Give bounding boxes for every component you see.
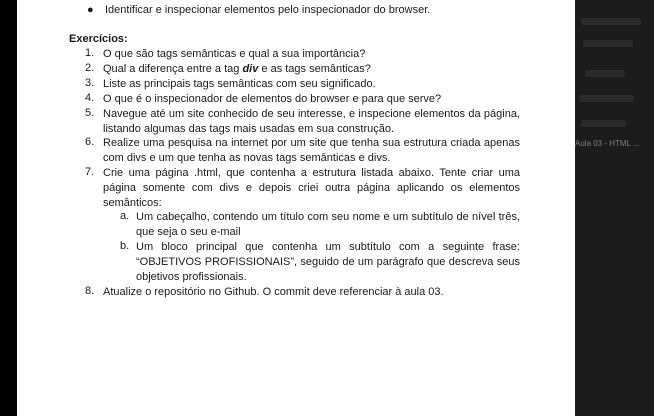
exercise-text: Navegue até um site conhecido de seu interesse, e inspecione elementos da página, listando algumas das tags mais usadas em sua construção. bbox=[103, 108, 520, 135]
side-blur-line bbox=[581, 18, 641, 25]
exercise-text: Atualize o repositório no Github. O commit deve referenciar à aula 03. bbox=[103, 286, 444, 298]
exercise-text-post: e as tags semânticas? bbox=[258, 63, 371, 75]
exercise-text bbox=[103, 62, 520, 77]
bullet-item bbox=[17, 4, 575, 19]
side-blur-line bbox=[585, 70, 625, 77]
side-blur-line bbox=[581, 120, 626, 127]
side-panel-title[interactable]: Aula 03 - HTML ... bbox=[575, 139, 640, 148]
exercise-text: Crie uma página .html, que contenha a estrutura listada abaixo. Tente criar uma página somente com divs e depois criei outra página aplicando os elementos semânticos: bbox=[103, 167, 520, 209]
sub-item-letter: a. bbox=[120, 210, 130, 222]
exercise-number: 1. bbox=[85, 47, 95, 59]
exercise-text: Realize uma pesquisa na internet por um site que tenha sua estrutura criada apenas com divs e um que tenha as novas tags semânticas e divs. bbox=[103, 137, 520, 164]
exercises-heading: Exercícios: bbox=[69, 33, 128, 45]
exercise-text-pre: Qual a diferença entre a tag bbox=[103, 63, 243, 75]
exercise-number: 7. bbox=[85, 166, 95, 178]
exercise-number: 6. bbox=[85, 136, 95, 148]
exercise-number: 5. bbox=[85, 107, 95, 119]
exercise-number: 4. bbox=[85, 92, 95, 104]
document-page bbox=[17, 0, 575, 416]
bullet-dot-icon: ● bbox=[87, 4, 94, 16]
exercise-number: 8. bbox=[85, 285, 95, 297]
side-blur-line bbox=[583, 40, 633, 47]
bullet-item-text: Identificar e inspecionar elementos pelo inspecionador do browser. bbox=[105, 4, 431, 16]
exercise-text: O que são tags semânticas e qual a sua importância? bbox=[103, 48, 366, 60]
sub-item-letter: b. bbox=[120, 240, 130, 252]
div-tag-emphasis: div bbox=[242, 63, 259, 75]
sub-item-text: Um cabeçalho, contendo um título com seu nome e um subtítulo de nível três, que seja o seu e-mail bbox=[136, 211, 520, 238]
exercise-text: O que é o inspecionador de elementos do browser e para que serve? bbox=[103, 93, 442, 105]
exercise-number: 3. bbox=[85, 77, 95, 89]
side-blur-line bbox=[579, 95, 634, 102]
side-panel bbox=[575, 0, 654, 416]
sub-item-text: Um bloco principal que contenha um subtítulo com a seguinte frase: “OBJETIVOS PROFISSIONAIS”, seguido de um parágrafo que descreva seus objetivos profissionais. bbox=[136, 241, 520, 283]
exercise-number: 2. bbox=[85, 62, 95, 74]
exercise-text: Liste as principais tags semânticas com seu significado. bbox=[103, 78, 376, 90]
